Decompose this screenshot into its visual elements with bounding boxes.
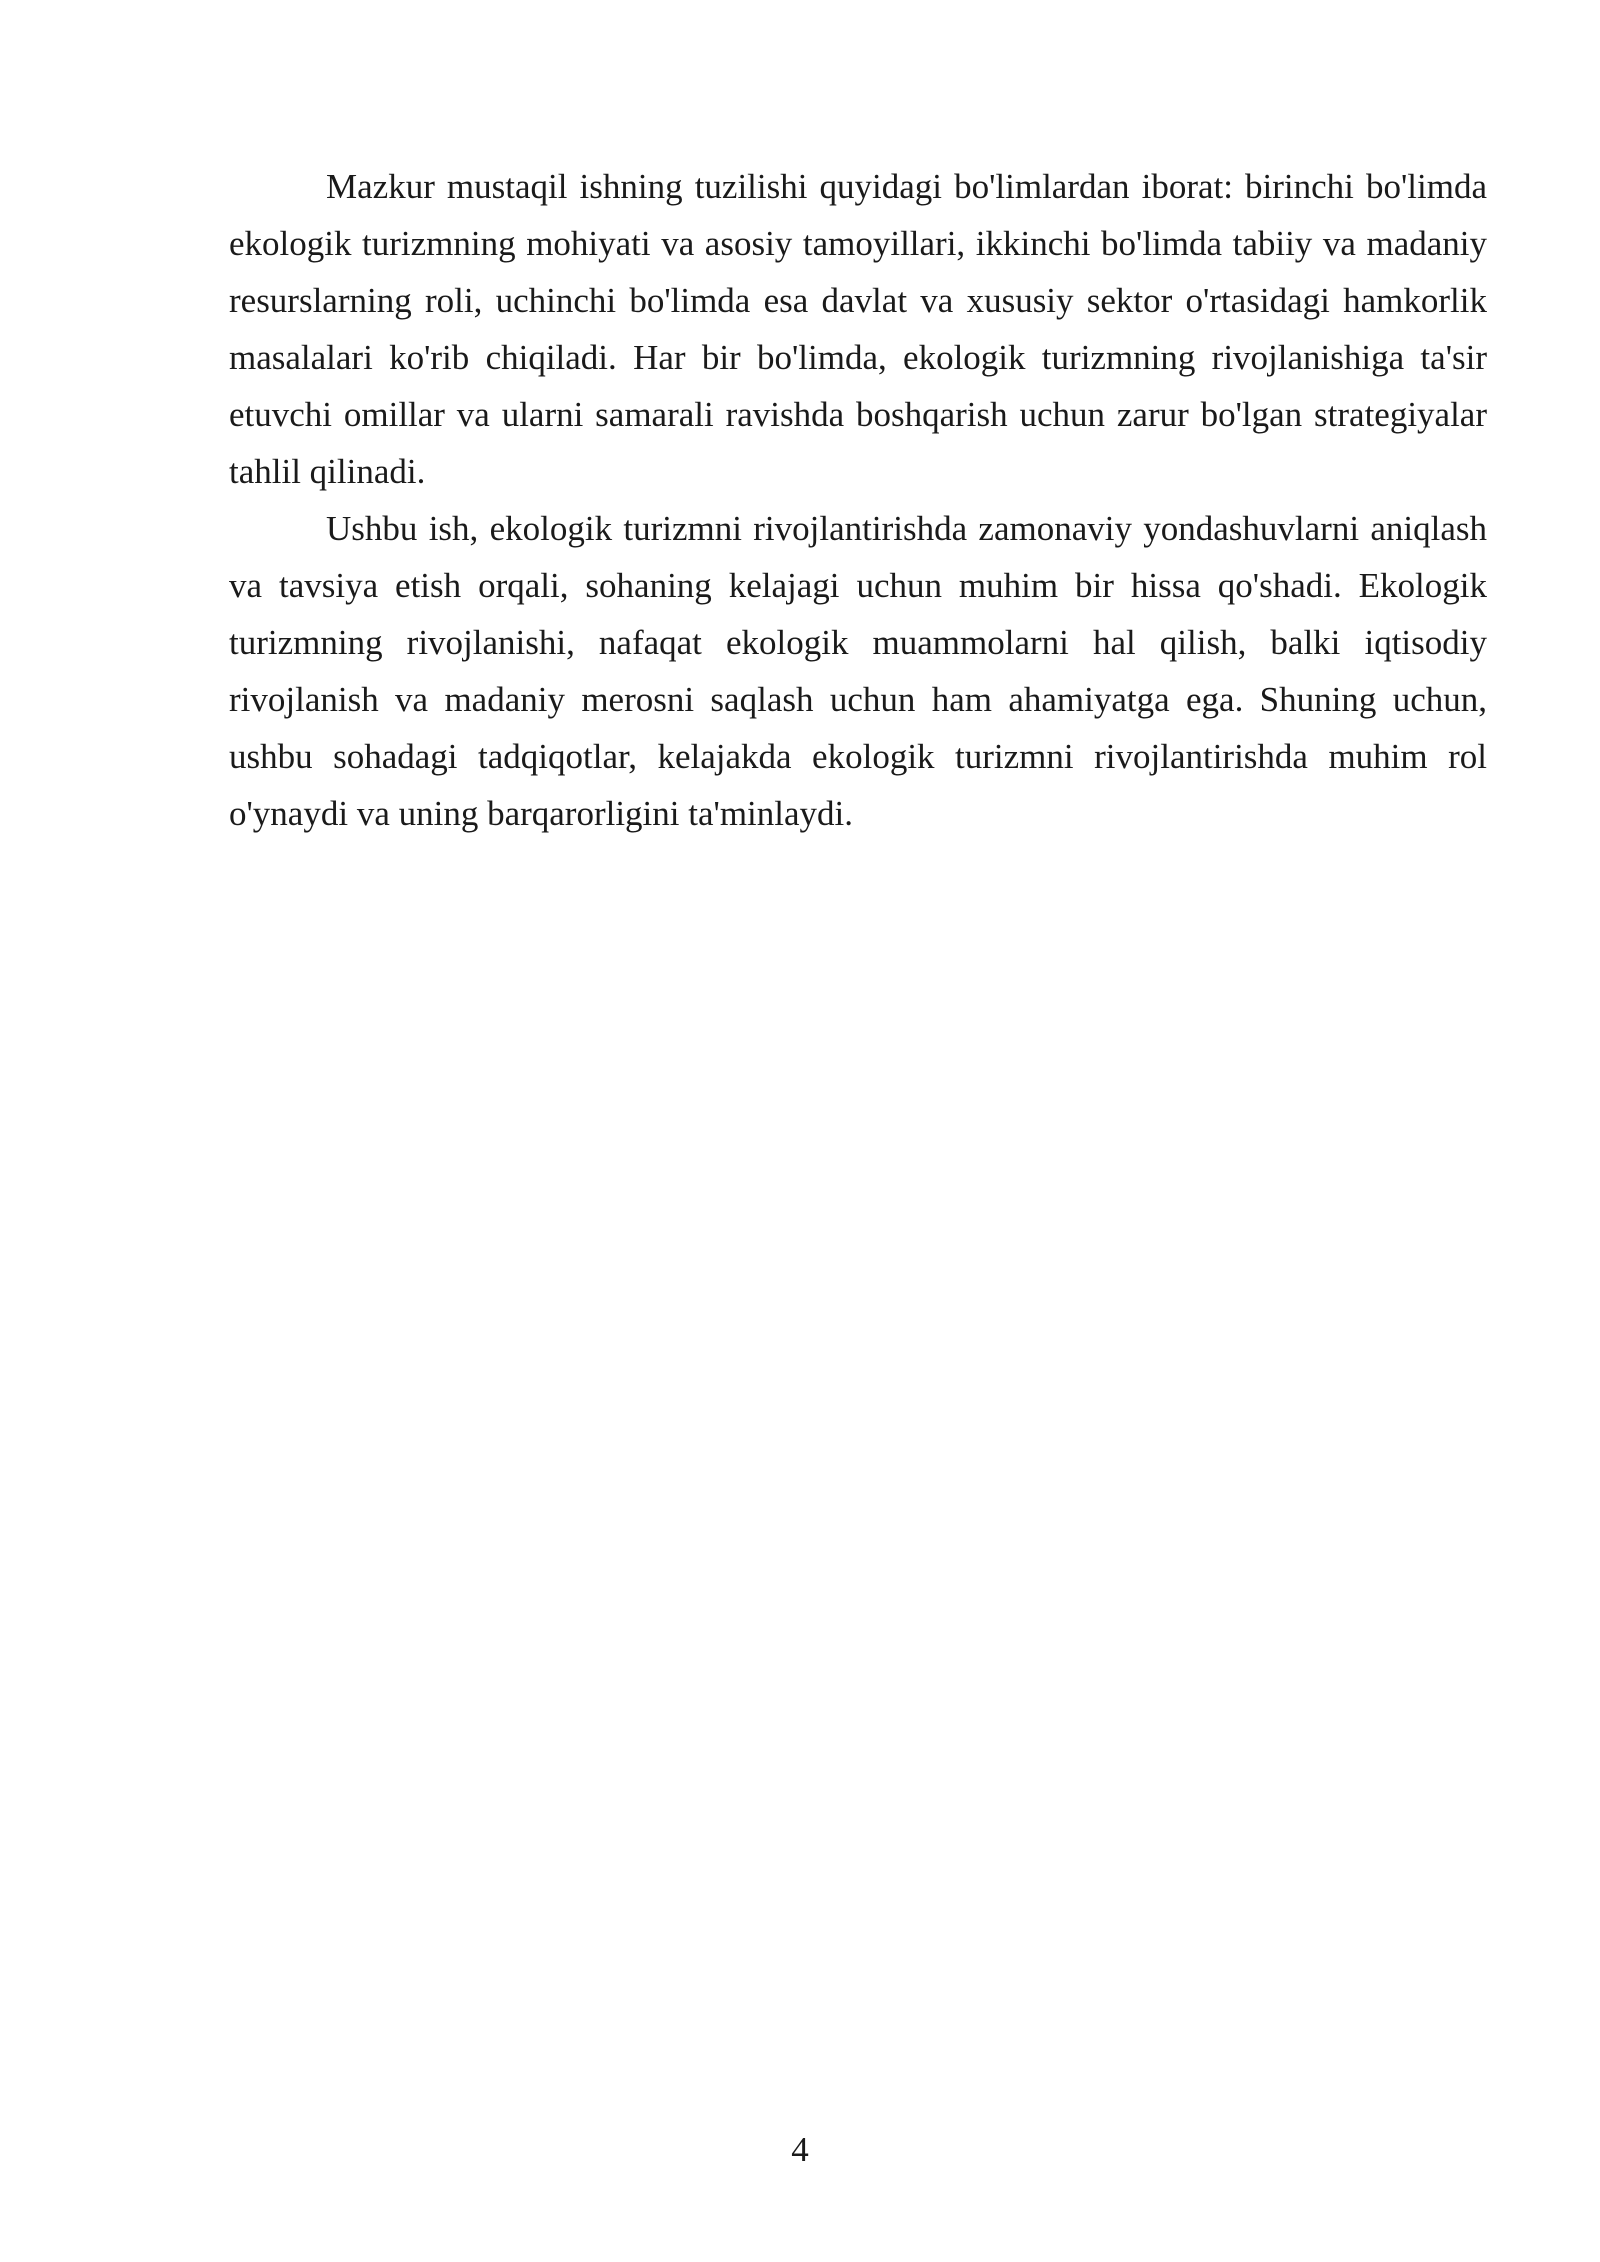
- paragraph-2: Ushbu ish, ekologik turizmni rivojlantirishda zamonaviy yondashuvlarni aniqlash va tavsiya etish orqali, sohaning kelajagi uchun muhim bir hissa qo'shadi. Ekologik turizmning rivojlanishi, nafaqat ekologik muammolarni hal qilish, balki iqtisodiy rivojlanish va madaniy merosni saqlash uchun ham ahamiyatga ega. Shuning uchun, ushbu sohadagi tadqiqotlar, kelajakda ekologik turizmni rivojlantirishda muhim rol o'ynaydi va uning barqarorligini ta'minlaydi.: [229, 509, 1487, 833]
- body-text: [229, 158, 1487, 842]
- paragraph-1: Mazkur mustaqil ishning tuzilishi quyidagi bo'limlardan iborat: birinchi bo'limda ekologik turizmning mohiyati va asosiy tamoyillari, ikkinchi bo'limda tabiiy va madaniy resurslarning roli, uchinchi bo'limda esa davlat va xususiy sektor o'rtasidagi hamkorlik masalalari ko'rib chiqiladi. Har bir bo'limda, ekologik turizmning rivojlanishiga ta'sir etuvchi omillar va ularni samarali ravishda boshqarish uchun zarur bo'lgan strategiyalar tahlil qilinadi.: [229, 167, 1487, 491]
- page-number: 4: [791, 2130, 809, 2169]
